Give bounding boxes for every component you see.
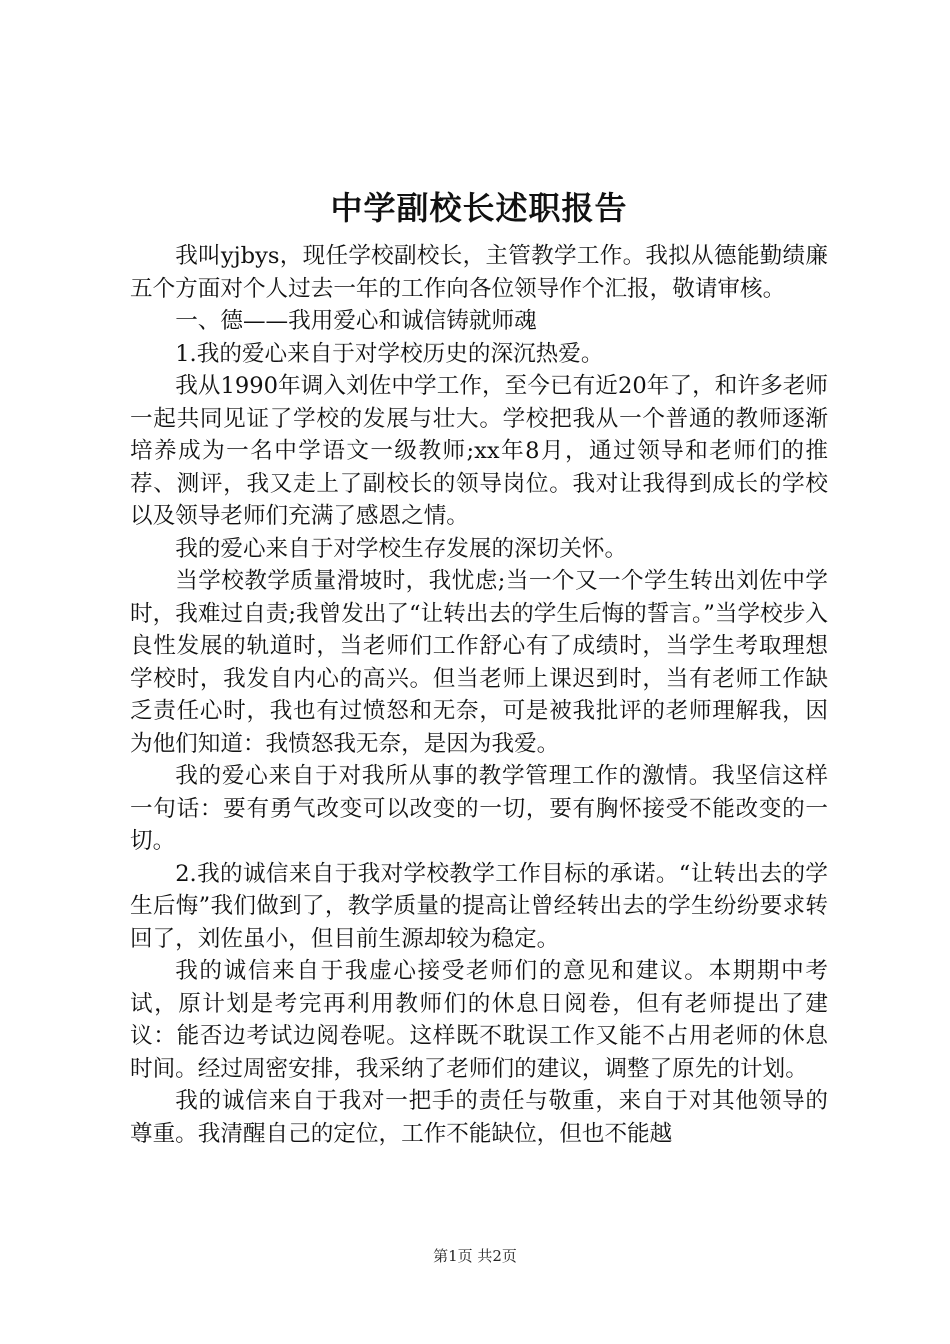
paragraph: 我叫yjbys，现任学校副校长，主管教学工作。我拟从德能勤绩廉五个方面对个人过去一年的工作向各位领导作个汇报，敬请审核。 <box>130 243 828 302</box>
document-title: 中学副校长述职报告 <box>330 189 628 227</box>
paragraph: 1.我的爱心来自于对学校历史的深沉热爱。 <box>175 340 604 367</box>
paragraph: 我从1990年调入刘佐中学工作，至今已有近20年了，和许多老师一起共同见证了学校的发展与壮大。学校把我从一个普通的教师逐渐培养成为一名中学语文一级教师;xx年8月，通过领导和老师们的推荐、测评，我又走上了副校长的领导岗位。我对让我得到成长的学校以及领导老师们充满了感恩之情。 <box>130 373 828 529</box>
document-page <box>130 186 828 1150</box>
paragraph: 我的爱心来自于对我所从事的教学管理工作的激情。我坚信这样一句话：要有勇气改变可以改变的一切，要有胸怀接受不能改变的一切。 <box>130 763 828 854</box>
page-footer: 第1页 共2页 <box>433 1247 517 1265</box>
document-body <box>130 240 828 1150</box>
paragraph: 2.我的诚信来自于我对学校教学工作目标的承诺。“让转出去的学生后悔”我们做到了，教学质量的提高让曾经转出去的学生纷纷要求转回了，刘佐虽小，但目前生源却较为稳定。 <box>130 860 828 952</box>
section-heading: 一、德——我用爱心和诚信铸就师魂 <box>175 308 537 334</box>
paragraph: 我的爱心来自于对学校生存发展的深切关怀。 <box>175 535 628 562</box>
paragraph: 我的诚信来自于我虚心接受老师们的意见和建议。本期期中考试，原计划是考完再利用教师们的休息日阅卷，但有老师提出了建议：能否边考试边阅卷呢。这样既不耽误工作又能不占用老师的休息时间。经过周密安排，我采纳了老师们的建议，调整了原先的计划。 <box>130 958 828 1082</box>
paragraph: 当学校教学质量滑坡时，我忧虑;当一个又一个学生转出刘佐中学时，我难过自责;我曾发出了“让转出去的学生后悔的誓言。”当学校步入良性发展的轨道时，当老师们工作舒心有了成绩时，当学生考取理想学校时，我发自内心的高兴。但当老师上课迟到时，当有老师工作缺乏责任心时，我也有过愤怒和无奈，可是被我批评的老师理解我，因为他们知道：我愤怒我无奈，是因为我爱。 <box>130 568 828 757</box>
paragraph: 我的诚信来自于我对一把手的责任与敬重，来自于对其他领导的尊重。我清醒自己的定位，工作不能缺位，但也不能越 <box>130 1088 828 1147</box>
